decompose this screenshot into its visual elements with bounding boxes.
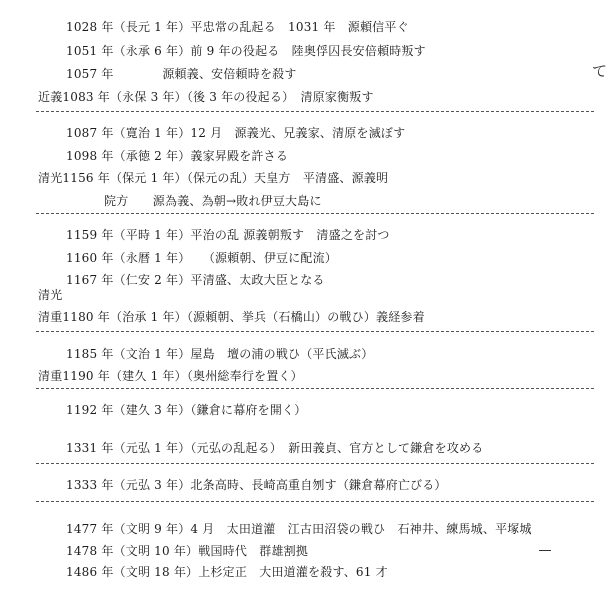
entry-1167: 1167 年（仁安 2 年）平清盛、太政大臣となる bbox=[66, 273, 325, 287]
entry-1156: 清光1156 年（保元 1 年）（保元の乱）天皇方 平清盛、源義明 bbox=[38, 171, 389, 185]
entry-1028: 1028 年（長元 1 年）平忠常の乱起る 1031 年 源頼信平ぐ bbox=[66, 20, 409, 34]
entry-1180: 清重1180 年（治承 1 年）（源頼朝、挙兵（石橋山）の戦ひ）義経参着 bbox=[38, 310, 425, 324]
entry-1478: 1478 年（文明 10 年）戦国時代 群雄割拠 bbox=[66, 544, 309, 558]
entry-1192: 1192 年（建久 3 年）（鎌倉に幕府を開く） bbox=[66, 403, 307, 417]
entry-1185: 1185 年（文治 1 年）屋島 壇の浦の戦ひ（平氏滅ぶ） bbox=[66, 347, 374, 361]
entry-1156-inkata: 院方 源為義、為朝→敗れ伊豆大島に bbox=[104, 194, 322, 208]
name-kiyomitsu: 清光 bbox=[38, 288, 63, 302]
entry-1051: 1051 年（永承 6 年）前 9 年の役起る 陸奥俘囚長安倍頼時叛す bbox=[66, 44, 426, 58]
entry-1057: 1057 年 源頼義、安倍頼時を殺す bbox=[66, 67, 297, 81]
separator-2 bbox=[36, 213, 594, 214]
margin-mark: て bbox=[591, 62, 607, 80]
entry-1333: 1333 年（元弘 3 年）北条高時、長崎高重自刎す（鎌倉幕府亡びる） bbox=[66, 478, 447, 492]
separator-1 bbox=[36, 111, 594, 112]
entry-1477: 1477 年（文明 9 年）4 月 太田道灌 江古田沼袋の戦ひ 石神井、練馬城、平塚城 bbox=[66, 522, 532, 536]
entry-1160: 1160 年（永暦 1 年） （源頼朝、伊豆に配流） bbox=[66, 251, 338, 265]
separator-3 bbox=[36, 331, 594, 332]
entry-1486: 1486 年（文明 18 年）上杉定正 大田道灌を殺す、61 才 bbox=[66, 565, 388, 579]
entry-1098: 1098 年（承徳 2 年）義家昇殿を許さる bbox=[66, 149, 289, 163]
entry-1159: 1159 年（平時 1 年）平治の乱 源義朝叛す 清盛之を討つ bbox=[66, 228, 390, 242]
separator-5 bbox=[36, 463, 594, 464]
separator-4 bbox=[36, 388, 594, 389]
entry-1331: 1331 年（元弘 1 年）（元弘の乱起る） 新田義貞、官方として鎌倉を攻める bbox=[66, 441, 484, 455]
separator-6 bbox=[36, 501, 594, 502]
entry-1190: 清重1190 年（建久 1 年）（奥州総奉行を置く） bbox=[38, 369, 303, 383]
entry-1087: 1087 年（寛治 1 年）12 月 源義光、兄義家、清原を滅ぼす bbox=[66, 126, 406, 140]
margin-dash bbox=[539, 550, 551, 551]
entry-1083: 近義1083 年（永保 3 年）（後 3 年の役起る） 清原家衡叛す bbox=[38, 90, 374, 104]
